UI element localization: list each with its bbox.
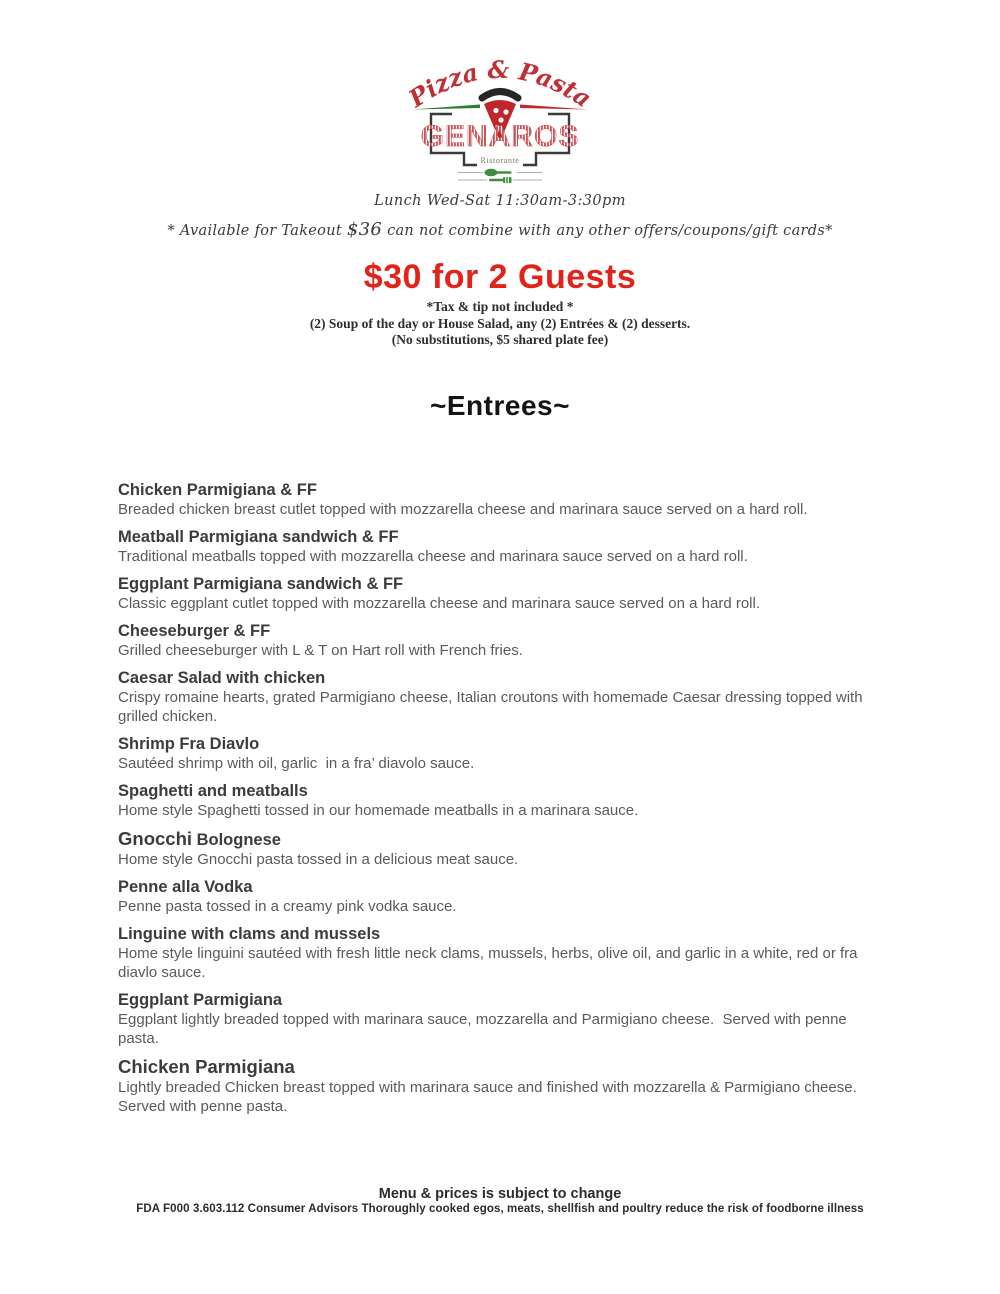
menu-item bbox=[118, 575, 890, 613]
menu-item bbox=[118, 669, 890, 726]
menu-item-name bbox=[118, 878, 890, 897]
menu-item-description: Home style Gnocchi pasta tossed in a delicious meat sauce. bbox=[118, 851, 519, 868]
menu-item-name bbox=[118, 622, 890, 641]
menu-item-description: Home style linguini sautéed with fresh little neck clams, mussels, herbs, olive oil, and garlic in a white, red or fra diavlo sauce. bbox=[118, 945, 862, 981]
menu-item-description: Home style Spaghetti tossed in our homemade meatballs in a marinara sauce. bbox=[118, 802, 639, 819]
menu-item-name-suffix: Bolognese bbox=[192, 831, 281, 849]
menu-item bbox=[118, 782, 890, 820]
takeout-line bbox=[0, 219, 1000, 240]
takeout-price: $36 bbox=[346, 219, 383, 240]
restaurant-logo bbox=[0, 52, 1000, 190]
menu-item-name-main: Eggplant Parmigiana sandwich & FF bbox=[118, 575, 404, 593]
menu-item-description: Lightly breaded Chicken breast topped with marinara sauce and finished with mozzarella & Parmigiano cheese. Served with penne pasta. bbox=[118, 1079, 861, 1115]
deal-note-tax: *Tax & tip not included * bbox=[426, 299, 574, 314]
logo-script-text: Pizza & Pasta bbox=[403, 54, 597, 114]
menu-item-name bbox=[118, 829, 890, 850]
section-title-entrees: ~Entrees~ bbox=[430, 390, 570, 421]
menu-item bbox=[118, 481, 890, 519]
menu-item-description: Classic eggplant cutlet topped with mozzarella cheese and marinara sauce served on a hard roll. bbox=[118, 595, 761, 612]
menu-item-name bbox=[118, 481, 890, 500]
menu-item-description: Crispy romaine hearts, grated Parmigiano cheese, Italian croutons with homemade Caesar dressing topped with grilled chicken. bbox=[118, 689, 867, 725]
menu-item-name bbox=[118, 1057, 890, 1078]
menu-item-name bbox=[118, 528, 890, 547]
menu-item-name bbox=[118, 925, 890, 944]
menu-item bbox=[118, 991, 890, 1048]
menu-item-name-main: Spaghetti and meatballs bbox=[118, 782, 308, 800]
menu-item-name-main: Eggplant Parmigiana bbox=[118, 991, 283, 1009]
menu-item-name bbox=[118, 575, 890, 594]
menu-item bbox=[118, 829, 890, 869]
menu-item-name bbox=[118, 735, 890, 754]
menu-item-name-main: Chicken Parmigiana bbox=[118, 1056, 295, 1077]
logo-subtitle-text: Ristorante bbox=[480, 156, 520, 165]
deal-title: $30 for 2 Guests bbox=[363, 258, 637, 296]
menu-item-name bbox=[118, 782, 890, 801]
hours-line: Lunch Wed-Sat 11:30am-3:30pm bbox=[374, 193, 626, 209]
menu-item-name bbox=[118, 669, 890, 688]
menu-item bbox=[118, 925, 890, 982]
menu-item-name-main: Gnocchi bbox=[118, 828, 193, 849]
menu-list bbox=[118, 481, 890, 1125]
footer-fda-notice: FDA F000 3.603.112 Consumer Advisors Thoroughly cooked egos, meats, shellfish and poultry reduce the risk of foodborne illness bbox=[136, 1203, 864, 1215]
menu-item-description: Grilled cheeseburger with L & T on Hart roll with French fries. bbox=[118, 642, 523, 659]
deal-note-includes: (2) Soup of the day or House Salad, any (2) Entrées & (2) desserts. bbox=[309, 316, 691, 331]
menu-item-name-main: Linguine with clams and mussels bbox=[118, 925, 381, 943]
menu-item-name-main: Shrimp Fra Diavlo bbox=[118, 735, 260, 753]
menu-item-description: Penne pasta tossed in a creamy pink vodka sauce. bbox=[118, 898, 457, 915]
menu-item-name bbox=[118, 991, 890, 1010]
genaros-logo-graphic bbox=[400, 52, 600, 190]
menu-item-description: Eggplant lightly breaded topped with marinara sauce, mozzarella and Parmigiano cheese. Served with penne pasta. bbox=[118, 1011, 851, 1047]
menu-item-description: Breaded chicken breast cutlet topped with mozzarella cheese and marinara sauce served on a hard roll. bbox=[118, 501, 808, 518]
menu-item bbox=[118, 735, 890, 773]
menu-item bbox=[118, 622, 890, 660]
menu-item-name-main: Cheeseburger & FF bbox=[118, 622, 271, 640]
deal-note-substitutions: (No substitutions, $5 shared plate fee) bbox=[391, 332, 609, 347]
menu-item-description: Traditional meatballs topped with mozzarella cheese and marinara sauce served on a hard roll. bbox=[118, 548, 748, 565]
takeout-prefix: * Available for Takeout bbox=[167, 223, 347, 239]
menu-item bbox=[118, 878, 890, 916]
menu-item-name-main: Caesar Salad with chicken bbox=[118, 669, 326, 687]
menu-item bbox=[118, 1057, 890, 1116]
menu-item-name-main: Chicken Parmigiana & FF bbox=[118, 481, 317, 499]
takeout-suffix: can not combine with any other offers/coupons/gift cards* bbox=[382, 223, 833, 239]
logo-name-text: GENAROS bbox=[420, 120, 580, 153]
menu-item-name-main: Meatball Parmigiana sandwich & FF bbox=[118, 528, 399, 546]
menu-item bbox=[118, 528, 890, 566]
menu-item-description: Sautéed shrimp with oil, garlic in a fra’ diavolo sauce. bbox=[118, 755, 475, 772]
footer-disclaimer: Menu & prices is subject to change bbox=[378, 1186, 622, 1202]
spoon-and-fork-icon bbox=[458, 169, 542, 183]
menu-item-name-main: Penne alla Vodka bbox=[118, 878, 253, 896]
